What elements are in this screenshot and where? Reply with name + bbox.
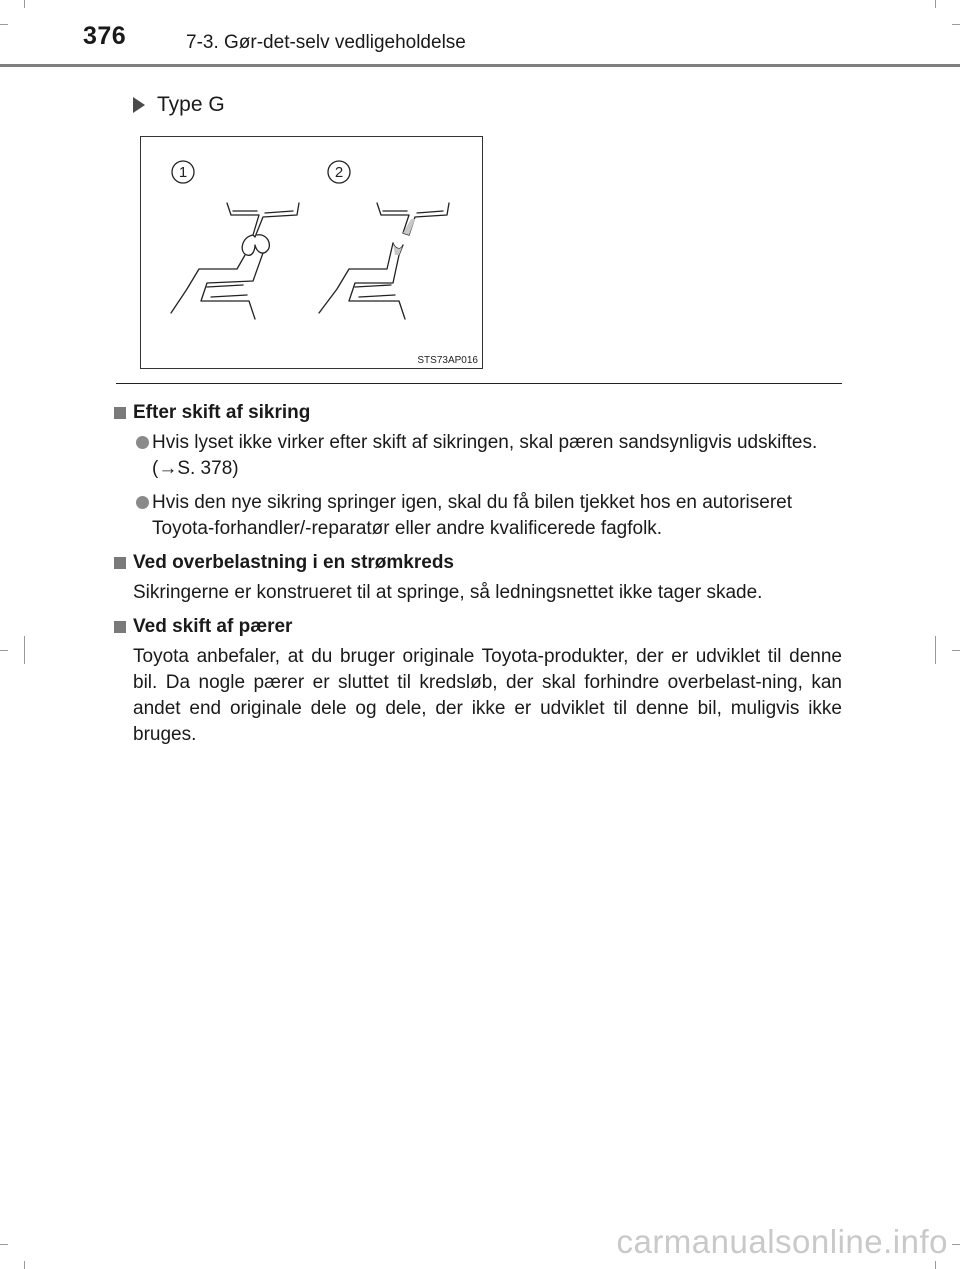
crop-mark <box>0 24 8 25</box>
crop-mark <box>0 650 8 651</box>
circle-bullet-icon <box>136 496 149 509</box>
callout-1: 1 <box>178 164 188 181</box>
crop-mark <box>24 636 25 664</box>
page-number: 376 <box>83 22 127 50</box>
type-label <box>133 93 225 117</box>
circle-bullet-icon <box>136 436 149 449</box>
crop-mark <box>935 1261 936 1269</box>
page-reference: (→S. 378) <box>152 458 239 479</box>
crop-mark <box>952 650 960 651</box>
note-bullet <box>114 490 842 542</box>
triangle-arrow-icon <box>133 97 145 113</box>
section-divider <box>116 383 842 384</box>
crop-mark <box>0 1244 8 1245</box>
crop-mark <box>24 0 25 8</box>
crop-mark <box>935 0 936 8</box>
crop-mark <box>952 24 960 25</box>
fuse-illustration <box>140 136 483 369</box>
notes-content <box>114 392 842 748</box>
bullet-text: Hvis lyset ikke virker efter skift af sikringen, skal pæren sandsynligvis udskiftes. <box>152 432 818 453</box>
square-bullet-icon <box>114 407 126 419</box>
square-bullet-icon <box>114 557 126 569</box>
figure-code: STS73AP016 <box>417 355 478 366</box>
header-rule <box>0 64 960 67</box>
crop-mark <box>952 1244 960 1245</box>
note-bullet <box>114 430 842 482</box>
section-title: 7-3. Gør-det-selv vedligeholdelse <box>186 32 466 53</box>
arrow-right-icon: → <box>158 458 178 479</box>
crop-mark <box>935 636 936 664</box>
note-paragraph: Sikringerne er konstrueret til at springe, så ledningsnettet ikke tager skade. <box>133 582 763 603</box>
watermark: carmanualsonline.info <box>616 1223 948 1260</box>
type-label-text: Type G <box>157 93 225 116</box>
fuse-drawing <box>141 137 482 368</box>
note-heading: Ved overbelastning i en strømkreds <box>114 550 842 576</box>
note-paragraph: Toyota anbefaler, at du bruger originale Toyota-produkter, der er udviklet til denne bil. Da nogle pærer er sluttet til kredsløb, der skal forhindre overbelast-ning, kan andet end originale dele og dele, der ikke er udviklet til denne bil, muligvis ikke bruges. <box>133 646 842 745</box>
callout-2: 2 <box>334 164 344 181</box>
note-heading: Ved skift af pærer <box>114 614 842 640</box>
bullet-text: Hvis den nye sikring springer igen, skal du få bilen tjekket hos en autoriseret Toyota-forhandler/-reparatør eller andre kvalificerede fagfolk. <box>152 492 793 539</box>
note-heading: Efter skift af sikring <box>114 400 842 426</box>
crop-mark <box>24 1261 25 1269</box>
square-bullet-icon <box>114 621 126 633</box>
